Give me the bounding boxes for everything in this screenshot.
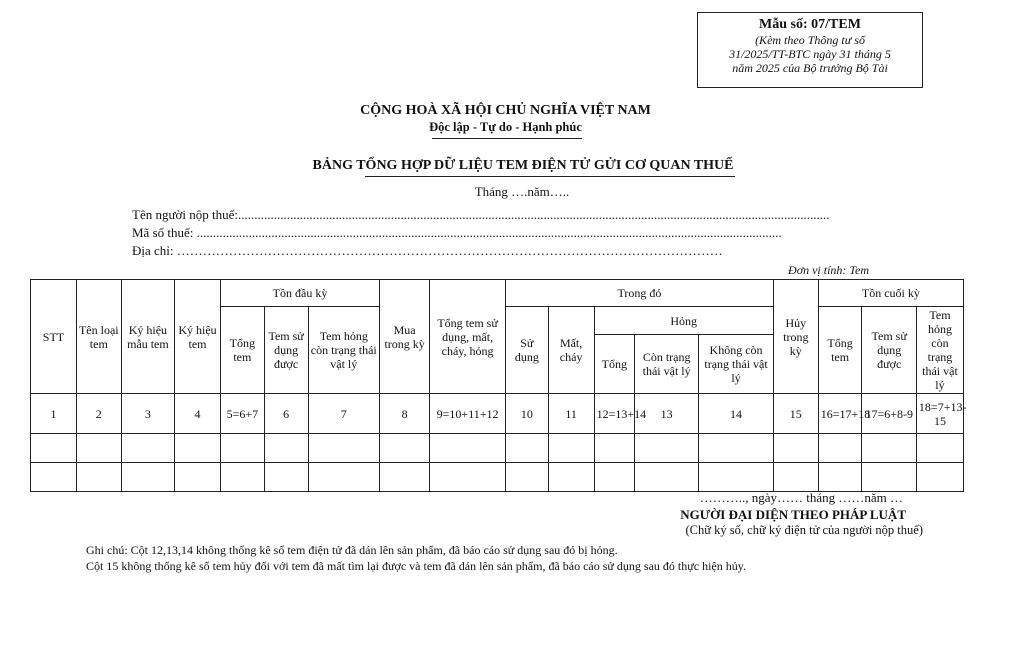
col-number: 8 [380,394,430,434]
taxpayer-name-field: Tên người nộp thuế:...................................................................................................................................................................................... [132,207,830,222]
motto-underline [432,138,582,139]
note-line-2: Cột 15 không thống kê số tem hủy đối với tem đã mất tìm lại được và tem đã dán lên sản phẩm, đã báo cáo sử dụng sau đó thực hiện hủy. [86,559,746,573]
header-opening-usable: Tem sử dụng được [264,307,308,394]
report-period: Tháng ….năm….. [474,184,570,199]
tax-code-field: Mã số thuế: .................................................................................................................................................................................... [132,225,782,240]
form-note-line: (Kèm theo Thông tư số [755,33,865,47]
column-number-row [31,394,964,434]
date-line: ……….., ngày…… tháng ……năm … [699,490,903,505]
header-opening-total: Tổng tem [220,307,264,394]
title-underline [365,176,735,177]
national-motto: Độc lập - Tự do - Hạnh phúc [429,120,582,134]
col-number: 14 [699,394,774,434]
col-number: 17=6+8-9 [862,394,916,434]
signature-note: (Chữ ký số, chữ ký điện tử của người nộp thuế) [685,523,923,537]
col-number: 16=17+18 [818,394,862,434]
table-row [31,463,964,492]
col-number: 6 [264,394,308,434]
header-closing-damaged: Tem hỏng còn trạng thái vật lý [916,307,963,394]
header-of-which: Trong đó [505,280,773,307]
col-number: 13 [635,394,699,434]
col-number: 12=13+14 [594,394,635,434]
form-number-box [697,12,923,88]
header-opening-damaged: Tem hỏng còn trạng thái vật lý [308,307,380,394]
col-number: 3 [121,394,174,434]
header-used: Sử dụng [505,307,548,394]
form-number: Mẫu số: 07/TEM [759,17,861,32]
header-closing-usable: Tem sử dụng được [862,307,916,394]
representative-title: NGƯỜI ĐẠI DIỆN THEO PHÁP LUẬT [680,507,906,522]
header-stt: STT [31,280,77,394]
form-note-line: 31/2025/TT-BTC ngày 31 tháng 5 [729,47,891,61]
summary-table [30,279,967,492]
document-title: BẢNG TỔNG HỢP DỮ LIỆU TEM ĐIỆN TỬ GỬI CƠ QUAN THUẾ [312,158,734,173]
col-number: 1 [31,394,77,434]
header-damaged-physical: Còn trạng thái vật lý [635,335,699,394]
national-title: CỘNG HOÀ XÃ HỘI CHỦ NGHĨA VIỆT NAM [360,103,651,118]
form-note-line: năm 2025 của Bộ trưởng Bộ Tài [732,61,888,75]
header-cancelled: Hủy trong kỳ [773,280,818,394]
unit-label: Đơn vị tính: Tem [788,263,869,277]
address-field: Địa chỉ: ……………………………………………………………………………………………………………… [132,243,723,258]
header-stamp-symbol: Ký hiệu tem [175,280,221,394]
col-number: 18=7+13-15 [916,394,963,434]
col-number: 11 [548,394,594,434]
col-number: 9=10+11+12 [430,394,506,434]
header-damaged: Hỏng [594,307,773,335]
col-number: 7 [308,394,380,434]
header-lost-burned: Mất, cháy [548,307,594,394]
header-template-symbol: Ký hiệu mẫu tem [121,280,174,394]
header-total-used: Tổng tem sử dụng, mất, cháy, hỏng [430,280,506,394]
header-damaged-nonphysical: Không còn trạng thái vật lý [699,335,774,394]
table-row [31,434,964,463]
col-number: 2 [76,394,121,434]
header-stamp-type: Tên loại tem [76,280,121,394]
col-number: 15 [773,394,818,434]
header-closing-total: Tổng tem [818,307,862,394]
col-number: 10 [505,394,548,434]
note-line-1: Ghi chú: Cột 12,13,14 không thống kê số tem điện tử đã dán lên sản phẩm, đã báo cáo sử dụng sau đó bị hỏng. [86,543,618,557]
header-opening-stock: Tồn đầu kỳ [220,280,379,307]
col-number: 4 [175,394,221,434]
header-purchased: Mua trong kỳ [380,280,430,394]
col-number: 5=6+7 [220,394,264,434]
header-closing-stock: Tồn cuối kỳ [818,280,963,307]
header-damaged-total: Tổng [594,335,635,394]
